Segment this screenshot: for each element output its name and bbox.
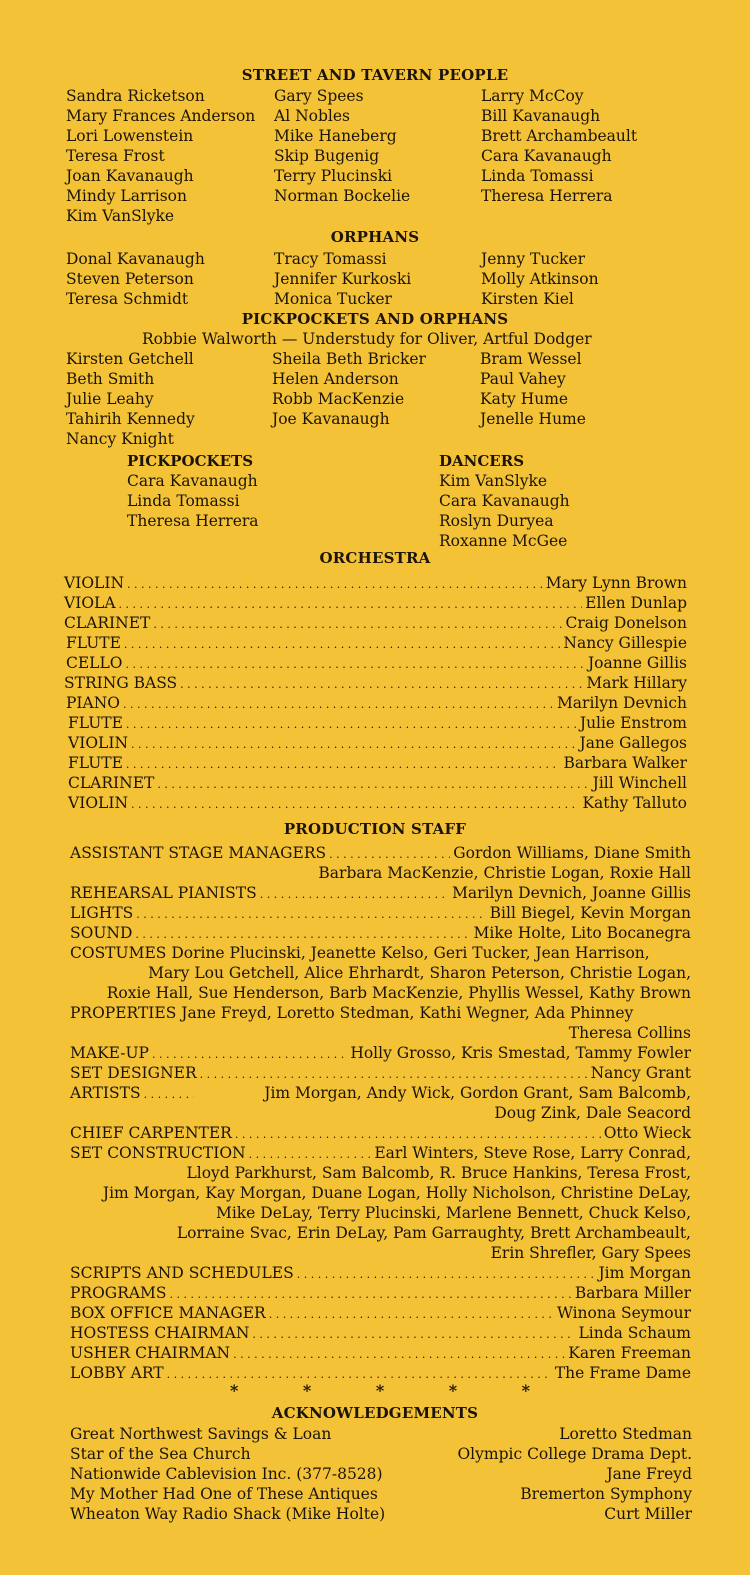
- staff-hostess: HOSTESS CHAIRMAN . . . Linda Schaum: [70, 1323, 691, 1345]
- musician-name: Kathy Talluto: [582, 794, 687, 812]
- set-construction-line: Jim Morgan, Kay Morgan, Duane Logan, Holly Nicholson, Christine DeLay,: [102, 1184, 691, 1202]
- ack-right-item: Jane Freyd: [606, 1465, 692, 1483]
- orchestra-row: [68, 753, 687, 775]
- cast-name: Terry Plucinski: [274, 167, 393, 185]
- cast-name: Norman Bockelie: [274, 187, 411, 205]
- cast-name: Robb MacKenzie: [272, 390, 405, 408]
- leader-dots: [249, 1143, 372, 1165]
- musician-name: Craig Donelson: [565, 614, 687, 632]
- ack-left-item: My Mother Had One of These Antiques: [70, 1485, 378, 1503]
- orchestra-row: [68, 733, 687, 755]
- cast-name: Mary Frances Anderson: [66, 107, 256, 125]
- leader-dots: [124, 633, 560, 655]
- instrument-label: CLARINET: [64, 614, 151, 632]
- staff-asm: ASSISTANT STAGE MANAGERS . . . Gordon Williams, Diane Smith: [70, 843, 691, 865]
- star-glyph: *: [230, 1381, 239, 1400]
- leader-dots: [200, 1063, 588, 1085]
- staff-set-construction: SET CONSTRUCTION . . . Earl Winters, Steve Rose, Larry Conrad,: [70, 1143, 691, 1165]
- cast-name: Cara Kavanaugh: [127, 472, 258, 490]
- star-glyph: *: [302, 1381, 312, 1400]
- star-glyph: *: [375, 1381, 385, 1400]
- cast-name: Linda Tomassi: [481, 167, 594, 185]
- cast-name: Kirsten Kiel: [481, 290, 574, 308]
- pickpockets-heading: PICKPOCKETS: [127, 452, 254, 470]
- cast-name: Monica Tucker: [274, 290, 392, 308]
- orchestra-row: [66, 653, 687, 675]
- cast-name: Molly Atkinson: [481, 270, 599, 288]
- leader-dots: [170, 1283, 572, 1305]
- staff-lobby-art: LOBBY ART . . . The Frame Dame: [70, 1363, 691, 1385]
- orchestra-row: [68, 793, 687, 815]
- staff-costumes-line1: COSTUMES Dorine Plucinski, Jeanette Kelso, Geri Tucker, Jean Harrison,: [70, 944, 650, 962]
- leader-dots: [131, 733, 577, 755]
- leader-dots: [252, 1323, 575, 1345]
- cast-name: Kim VanSlyke: [439, 472, 548, 490]
- cast-name: Roslyn Duryea: [439, 512, 554, 530]
- street-heading: STREET AND TAVERN PEOPLE: [241, 66, 509, 84]
- cast-name: Theresa Herrera: [481, 187, 613, 205]
- instrument-label: FLUTE: [68, 754, 123, 772]
- set-construction-line: Erin Shrefler, Gary Spees: [490, 1244, 691, 1262]
- orchestra-row: [64, 593, 687, 615]
- leader-dots: [153, 613, 562, 635]
- staff-costumes-line2: Mary Lou Getchell, Alice Ehrhardt, Sharon Peterson, Christie Logan,: [148, 964, 691, 982]
- leader-dots: [119, 593, 583, 615]
- dancers-heading: DANCERS: [439, 452, 525, 470]
- leader-dots: [136, 903, 486, 925]
- staff-costumes-line3: Roxie Hall, Sue Henderson, Barb MacKenzie, Phyllis Wessel, Kathy Brown: [106, 984, 691, 1002]
- leader-dots: [233, 1343, 565, 1365]
- instrument-label: FLUTE: [66, 634, 121, 652]
- ack-left-item: Star of the Sea Church: [70, 1445, 251, 1463]
- cast-name: Theresa Herrera: [127, 512, 259, 530]
- cast-name: Teresa Frost: [66, 147, 165, 165]
- ack-heading: ACKNOWLEDGEMENTS: [271, 1404, 479, 1422]
- instrument-label: CLARINET: [68, 774, 155, 792]
- cast-name: Joe Kavanaugh: [272, 410, 390, 428]
- instrument-label: PIANO: [66, 694, 121, 712]
- cast-name: Al Nobles: [274, 107, 350, 125]
- staff-chief-carpenter: CHIEF CARPENTER . . . Otto Wieck: [70, 1123, 691, 1145]
- staff-set-designer: SET DESIGNER . . . Nancy Grant: [70, 1063, 691, 1085]
- musician-name: Ellen Dunlap: [585, 594, 687, 612]
- leader-dots: [123, 693, 554, 715]
- cast-name: Jennifer Kurkoski: [274, 270, 412, 288]
- cast-name: Paul Vahey: [480, 370, 566, 388]
- musician-name: Jill Winchell: [592, 774, 687, 792]
- cast-name: Larry McCoy: [481, 87, 584, 105]
- cast-name: Julie Leahy: [66, 390, 154, 408]
- cast-name: Linda Tomassi: [127, 492, 240, 510]
- cast-name: Bill Kavanaugh: [481, 107, 601, 125]
- cast-name: Teresa Schmidt: [66, 290, 189, 308]
- leader-dots: [269, 1303, 554, 1325]
- musician-name: Jane Gallegos: [579, 734, 687, 752]
- leader-dots: [144, 1083, 194, 1105]
- cast-name: Helen Anderson: [272, 370, 399, 388]
- instrument-label: STRING BASS: [64, 674, 178, 692]
- ack-left-item: Nationwide Cablevision Inc. (377-8528): [70, 1465, 383, 1483]
- cast-name: Gary Spees: [274, 87, 364, 105]
- pickorph-heading: PICKPOCKETS AND ORPHANS: [241, 310, 509, 328]
- cast-name: Steven Peterson: [66, 270, 194, 288]
- ack-left-item: Great Northwest Savings & Loan: [70, 1425, 332, 1443]
- cast-name: Mike Haneberg: [274, 127, 397, 145]
- cast-name: Jenny Tucker: [481, 250, 586, 268]
- instrument-label: VIOLA: [64, 594, 116, 612]
- cast-name: Brett Archambeault: [481, 127, 638, 145]
- cast-name: Joan Kavanaugh: [66, 167, 194, 185]
- orchestra-row: [68, 773, 687, 795]
- ack-right-item: Loretto Stedman: [559, 1425, 692, 1443]
- cast-name: Skip Bugenig: [274, 147, 380, 165]
- leader-dots: [131, 793, 579, 815]
- musician-name: Mark Hillary: [586, 674, 687, 692]
- cast-name: Bram Wessel: [480, 350, 582, 368]
- instrument-label: VIOLIN: [68, 734, 129, 752]
- leader-dots: [235, 1123, 601, 1145]
- staff-artists-cont: Doug Zink, Dale Seacord: [494, 1104, 691, 1122]
- orchestra-row: [68, 713, 687, 735]
- cast-name: Mindy Larrison: [66, 187, 187, 205]
- musician-name: Mary Lynn Brown: [545, 574, 687, 592]
- staff-makeup: MAKE-UP . . . Holly Grosso, Kris Smestad, Tammy Fowler: [70, 1043, 691, 1065]
- musician-name: Joanne Gillis: [587, 654, 687, 672]
- instrument-label: FLUTE: [68, 714, 123, 732]
- set-construction-line: Mike DeLay, Terry Plucinski, Marlene Bennett, Chuck Kelso,: [215, 1204, 691, 1222]
- staff-lights: LIGHTS . . . Bill Biegel, Kevin Morgan: [70, 903, 691, 925]
- cast-name: Tahirih Kennedy: [66, 410, 195, 428]
- ack-right-item: Curt Miller: [604, 1505, 692, 1523]
- staff-scripts: SCRIPTS AND SCHEDULES . . . Jim Morgan: [70, 1263, 691, 1285]
- cast-name: Cara Kavanaugh: [481, 147, 612, 165]
- musician-name: Nancy Gillespie: [563, 634, 687, 652]
- cast-name: Kirsten Getchell: [66, 350, 194, 368]
- orchestra-row: [66, 633, 687, 655]
- musician-name: Barbara Walker: [563, 754, 687, 772]
- cast-name: Lori Lowenstein: [66, 127, 194, 145]
- musician-name: Marilyn Devnich: [556, 694, 687, 712]
- leader-dots: [329, 843, 450, 865]
- ack-right-item: Bremerton Symphony: [520, 1485, 692, 1503]
- star-glyph: *: [521, 1381, 530, 1400]
- musician-name: Julie Enstrom: [579, 714, 687, 732]
- cast-name: Cara Kavanaugh: [439, 492, 570, 510]
- leader-dots: [127, 573, 543, 595]
- cast-name: Tracy Tomassi: [274, 250, 387, 268]
- cast-name: Roxanne McGee: [439, 532, 568, 550]
- cast-name: Katy Hume: [480, 390, 569, 408]
- orchestra-row: [66, 693, 687, 715]
- leader-dots: [126, 713, 577, 735]
- leader-dots: [126, 753, 561, 775]
- cast-name: Donal Kavanaugh: [66, 250, 205, 268]
- understudy-note: Robbie Walworth — Understudy for Oliver, Artful Dodger: [142, 330, 592, 348]
- instrument-label: CELLO: [66, 654, 123, 672]
- ack-left-item: Wheaton Way Radio Shack (Mike Holte): [70, 1505, 386, 1523]
- staff-sound: SOUND . . . Mike Holte, Lito Bocanegra: [70, 923, 691, 945]
- staff-box-office: BOX OFFICE MANAGER . . . Winona Seymour: [70, 1303, 691, 1325]
- staff-artists: ARTISTS . . . Jim Morgan, Andy Wick, Gordon Grant, Sam Balcomb,: [70, 1083, 691, 1105]
- staff-properties-line1: PROPERTIES Jane Freyd, Loretto Stedman, Kathi Wegner, Ada Phinney: [70, 1004, 634, 1022]
- star-glyph: *: [448, 1381, 458, 1400]
- staff-rehearsal-pianists: REHEARSAL PIANISTS . . . Marilyn Devnich, Joanne Gillis: [70, 883, 691, 905]
- cast-name: Jenelle Hume: [480, 410, 586, 428]
- orchestra-row: [64, 573, 687, 595]
- cast-name: Sheila Beth Bricker: [272, 350, 426, 368]
- staff-usher: USHER CHAIRMAN . . . Karen Freeman: [70, 1343, 691, 1365]
- cast-name: Beth Smith: [66, 370, 155, 388]
- leader-dots: [152, 1043, 347, 1065]
- instrument-label: VIOLIN: [68, 794, 129, 812]
- cast-name: Sandra Ricketson: [66, 87, 205, 105]
- leader-dots: [125, 653, 585, 675]
- star-divider: [230, 1381, 530, 1400]
- cast-name: Kim VanSlyke: [66, 207, 175, 225]
- set-construction-line: Lorraine Svac, Erin DeLay, Pam Garraughty, Brett Archambeault,: [176, 1224, 691, 1242]
- leader-dots: [180, 673, 583, 695]
- cast-name: Nancy Knight: [66, 430, 174, 448]
- orchestra-row: [64, 613, 687, 635]
- leader-dots: [135, 923, 470, 945]
- ack-right-item: Olympic College Drama Dept.: [457, 1445, 692, 1463]
- staff-heading: PRODUCTION STAFF: [283, 820, 467, 838]
- leader-dots: [297, 1263, 596, 1285]
- leader-dots: [157, 773, 589, 795]
- orphans-heading: ORPHANS: [330, 228, 420, 246]
- staff-programs: PROGRAMS . . . Barbara Miller: [70, 1283, 691, 1305]
- leader-dots: [260, 883, 449, 905]
- instrument-label: VIOLIN: [64, 574, 125, 592]
- set-construction-line: Lloyd Parkhurst, Sam Balcomb, R. Bruce Hankins, Teresa Frost,: [186, 1164, 691, 1182]
- staff-asm-cont: Barbara MacKenzie, Christie Logan, Roxie Hall: [318, 864, 691, 882]
- orchestra-heading: ORCHESTRA: [319, 549, 431, 567]
- orchestra-row: [64, 673, 687, 695]
- staff-properties-line2: Theresa Collins: [568, 1024, 691, 1042]
